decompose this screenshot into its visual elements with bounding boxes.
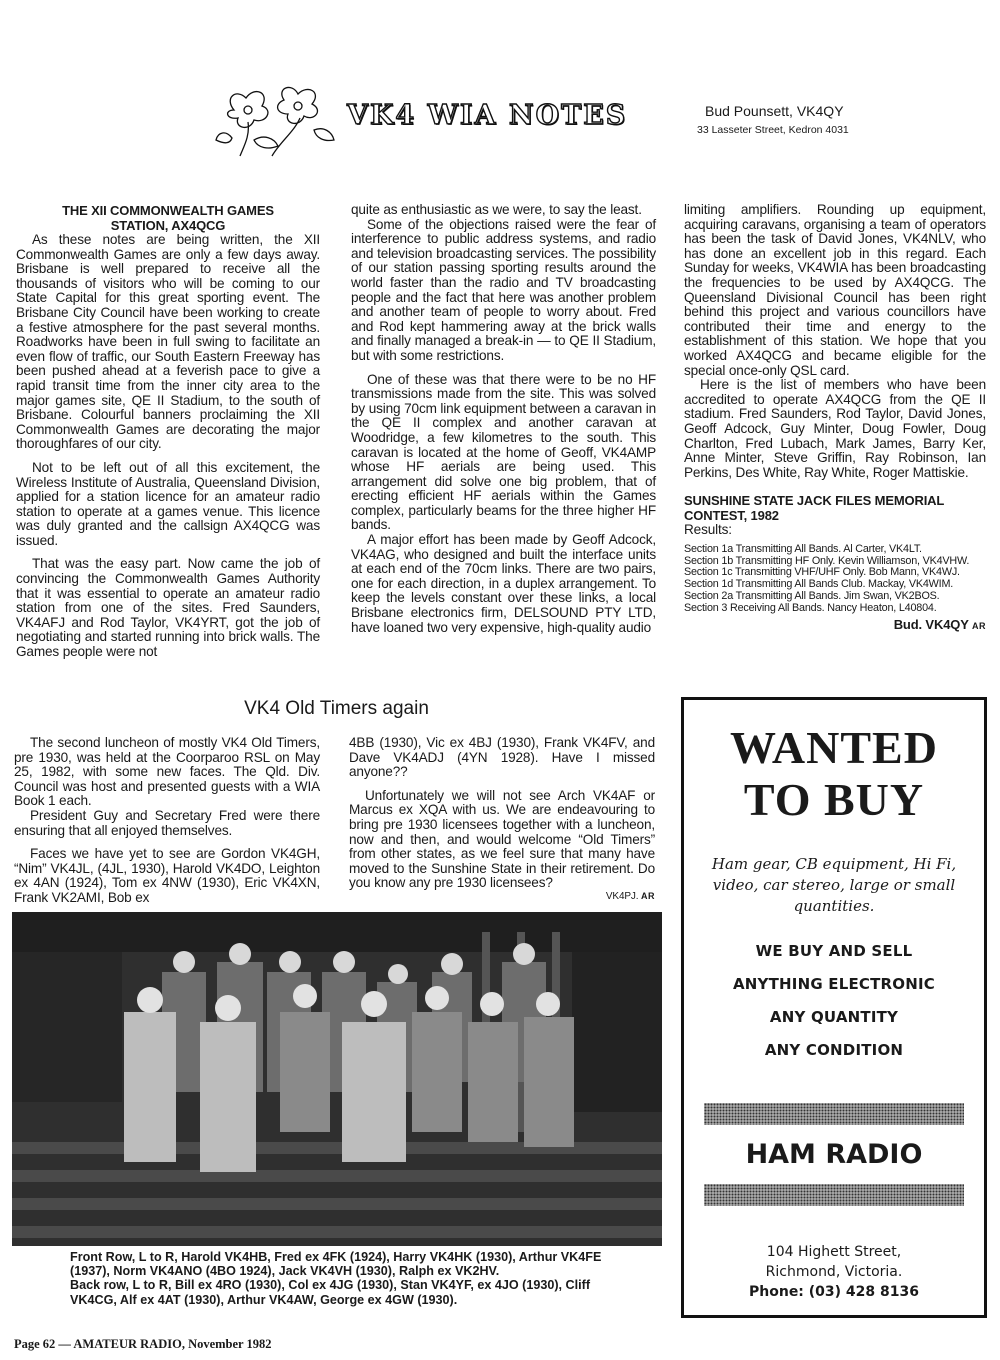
end-mark: AR bbox=[972, 620, 986, 631]
result-item: Section 1a Transmitting All Bands. Al Carter, VK4LT. bbox=[684, 542, 922, 555]
ad-description: Ham gear, CB equipment, Hi Fi, video, car stereo, large or small quantities. bbox=[711, 855, 957, 915]
author-address: 33 Lasseter Street, Kedron 4031 bbox=[697, 124, 849, 136]
results-label: Results: bbox=[684, 522, 732, 538]
ad-phone: Phone: (03) 428 8136 bbox=[749, 1284, 919, 1300]
article-paragraph: limiting amplifiers. Rounding up equipment, acquiring caravans, organising a team of operators has been the task of David Jones, VK4NLV, who has done an excellent job in this regard. Each Sunday for weeks, VK4WIA has been broadcasting the frequencies to be used by AX4QCG. The Queensland Divisional Council has been right behind this project and various councillors have contributed their time and energy to the establishment of this station. We hope that you worked AX4QCG and became eligible for the special once-only QSL card. bbox=[684, 202, 986, 378]
group-photo bbox=[12, 912, 662, 1246]
oldtimers-column-1 bbox=[14, 736, 320, 906]
oldtimers-paragraph: President Guy and Secretary Fred were there ensuring that all enjoyed themselves. bbox=[14, 807, 320, 838]
article-paragraph: Some of the objections raised were the fear of interference to public address systems, and radio and television broadcasting services. The possibility of our station passing sporting results around the world faster than the radio and TV broadcasting people and the fact that here was another problem and another team of people to worry about. Fred and Rod kept hammering away at the brick walls and finally managed a break-in — to QE II Stadium, but with some restrictions. bbox=[351, 216, 656, 363]
article-column-1 bbox=[16, 204, 320, 660]
article-paragraph: Here is the list of members who have been accredited to operate AX4QCG from the QE II stadium. Fred Saunders, Rod Taylor, David Jones, Geoff Adcock, Guy Minter, Doug Fowler, Doug Charlton, Fred Lubach, Mark James, Barry Ker, Anne Minter, Steve Griffin, Ray Robinson, Ian Perkins, Des White, Ray White, Roger Mattiskie. bbox=[684, 377, 986, 480]
ad-address-line-1: 104 Highett Street, bbox=[766, 1244, 902, 1260]
article-heading: THE XII COMMONWEALTH GAMES STATION, AX4QCG bbox=[62, 203, 274, 233]
article-column-2 bbox=[351, 203, 656, 635]
caption-front-row: Front Row, L to R, Harold VK4HB, Fred ex 4FK (1924), Harry VK4HK (1930), Arthur VK4FE (1937), Norm VK4ANO (4BO 1924), Jack VK4VH (1930), Ralph ex VK2HV. bbox=[70, 1250, 602, 1279]
oldtimers-column-2 bbox=[349, 736, 655, 902]
oldtimers-signature bbox=[349, 891, 655, 902]
ad-line-electronic: ANYTHING ELECTRONIC bbox=[732, 975, 935, 993]
oldtimers-paragraph: The second luncheon of mostly VK4 Old Timers, pre 1930, was held at the Coorparoo RSL on May 25, 1982, with some new faces. The Qld. Div. Council was host and presented guests with a WIA Book 1 each. bbox=[14, 735, 320, 809]
article-paragraph: A major effort has been made by Geoff Adcock, VK4AG, who designed and built the interface units at each end of the 70cm links. There are two pairs, one for each direction, in a duplex arrangement. To keep the levels constant over these links, a local Brisbane electronics firm, DELSOUND PTY LTD, have loaned two very expensive, high-quality audio bbox=[351, 532, 656, 635]
ad-headline-1: WANTED bbox=[730, 722, 938, 773]
article-paragraph: quite as enthusiastic as we were, to say the least. bbox=[351, 202, 642, 217]
results-list bbox=[684, 544, 986, 615]
article-paragraph: Not to be left out of all this excitement, the Wireless Institute of Australia, Queensland Division, applied for a station licence for an amateur radio station to operate at a games venue. This licence was duly granted and the callsign AX4QCG was issued. bbox=[16, 459, 320, 548]
oldtimers-paragraph: Faces we have yet to see are Gordon VK4GH, “Nim” VK4JL, (4JL, 1930), Harold VK4DO, Leighton ex 4AN (1924), Tom ex 4NW (1930), Eric VK4XN, Frank VK2AMI, Bob ex bbox=[14, 846, 320, 905]
ad-line-buy-sell: WE BUY AND SELL bbox=[755, 942, 913, 960]
page-footer: Page 62 — AMATEUR RADIO, November 1982 bbox=[14, 1337, 272, 1351]
oldtimers-title: VK4 Old Timers again bbox=[244, 698, 429, 719]
article-column-3 bbox=[684, 203, 986, 633]
ad-line-condition: ANY CONDITION bbox=[764, 1041, 904, 1059]
ad-address-line-2: Richmond, Victoria. bbox=[765, 1264, 903, 1280]
result-item: Section 1d Transmitting All Bands Club. Mackay, VK4WIM. bbox=[684, 578, 954, 591]
flower-illustration bbox=[214, 80, 339, 158]
article-paragraph: One of these was that there were to be no HF transmissions made from the site. This was solved by using 70cm link equipment between a caravan in the QE II complex and another caravan at Woodridge, a few kilometres to the south. This caravan is located at the home of Geoff, VK4AMP whose HF aerials are being used. This arrangement did solve one big problem, that of erecting efficient HF aerials within the Games complex, particularly beams for the three higher HF bands. bbox=[351, 371, 656, 533]
result-item: Section 2a Transmitting All Bands. Jim Swan, VK2BOS. bbox=[684, 590, 940, 603]
ad-dot-band-bottom bbox=[704, 1184, 964, 1206]
page-title: VK4 WIA NOTES bbox=[347, 100, 628, 131]
ad-brand: HAM RADIO bbox=[745, 1139, 923, 1170]
wanted-to-buy-ad bbox=[681, 697, 987, 1318]
signature-text: Bud. VK4QY bbox=[893, 616, 969, 632]
article-paragraph: That was the easy part. Now came the job of convincing the Commonwealth Games Authority that it was essential to operate an amateur radio station from one of the sites. Fred Saunders, VK4AFJ and Rod Taylor, VK4YRT, got the job of negotiating and started running into brick walls. The Games people were not bbox=[16, 556, 320, 660]
article-signature bbox=[684, 618, 986, 634]
result-item: Section 3 Receiving All Bands. Nancy Heaton, L40804. bbox=[684, 601, 937, 614]
oldtimers-paragraph: Unfortunately we will not see Arch VK4AF or Marcus ex XQA with us. We are endeavouring to bring pre 1930 licensees together with a luncheon, now and then, and would welcome “Old Timers” from other states, as we feel sure that many have moved to the Sunshine State in their retirement. Do you know any pre 1930 licensees? bbox=[349, 787, 655, 891]
article-paragraph: As these notes are being written, the XII Commonwealth Games are only a few days away. Brisbane is well prepared to receive all the thousands of visitors who will be coming to our State Capital for this great sporting event. The Brisbane City Council have been working to create a festive atmosphere for the past several months. Roadworks have been in full swing to facilitate an even flow of traffic, our South Eastern Freeway has been pushed ahead at a feverish pace to give a rapid transit time from the inner city area to the major games site, QE II Stadium, to the south of Brisbane. Colourful banners proclaiming the XII Commonwealth Games are decorating the major thoroughfares of our city. bbox=[16, 232, 320, 452]
caption-back-row: Back row, L to R, Bill ex 4RO (1930), Col ex 4JG (1930), Stan VK4YF, ex 4JO (1930), Cliff VK4CG, Alf ex 4AT (1930), Arthur VK4AW, George ex 4GW (1930). bbox=[70, 1278, 591, 1307]
ad-dot-band-top bbox=[704, 1103, 964, 1125]
author-name: Bud Pounsett, VK4QY bbox=[705, 103, 844, 119]
result-item: Section 1b Transmitting HF Only. Kevin Williamson, VK4VHW. bbox=[684, 554, 970, 567]
ad-line-quantity: ANY QUANTITY bbox=[769, 1008, 899, 1026]
photo-caption bbox=[70, 1250, 635, 1307]
ad-headline-2: TO BUY bbox=[743, 774, 925, 825]
contest-heading: SUNSHINE STATE JACK FILES MEMORIAL CONTEST, 1982 bbox=[684, 493, 944, 523]
oldtimers-paragraph: 4BB (1930), Vic ex 4BJ (1930), Frank VK4FV, and Dave VK4ADJ (4YN 1928). Have I missed anyone?? bbox=[349, 735, 655, 780]
result-item: Section 1c Transmitting VHF/UHF Only. Bob Mann, VK4WJ. bbox=[684, 566, 960, 579]
end-mark: AR bbox=[641, 890, 655, 901]
signature-text: VK4PJ. bbox=[605, 890, 639, 902]
